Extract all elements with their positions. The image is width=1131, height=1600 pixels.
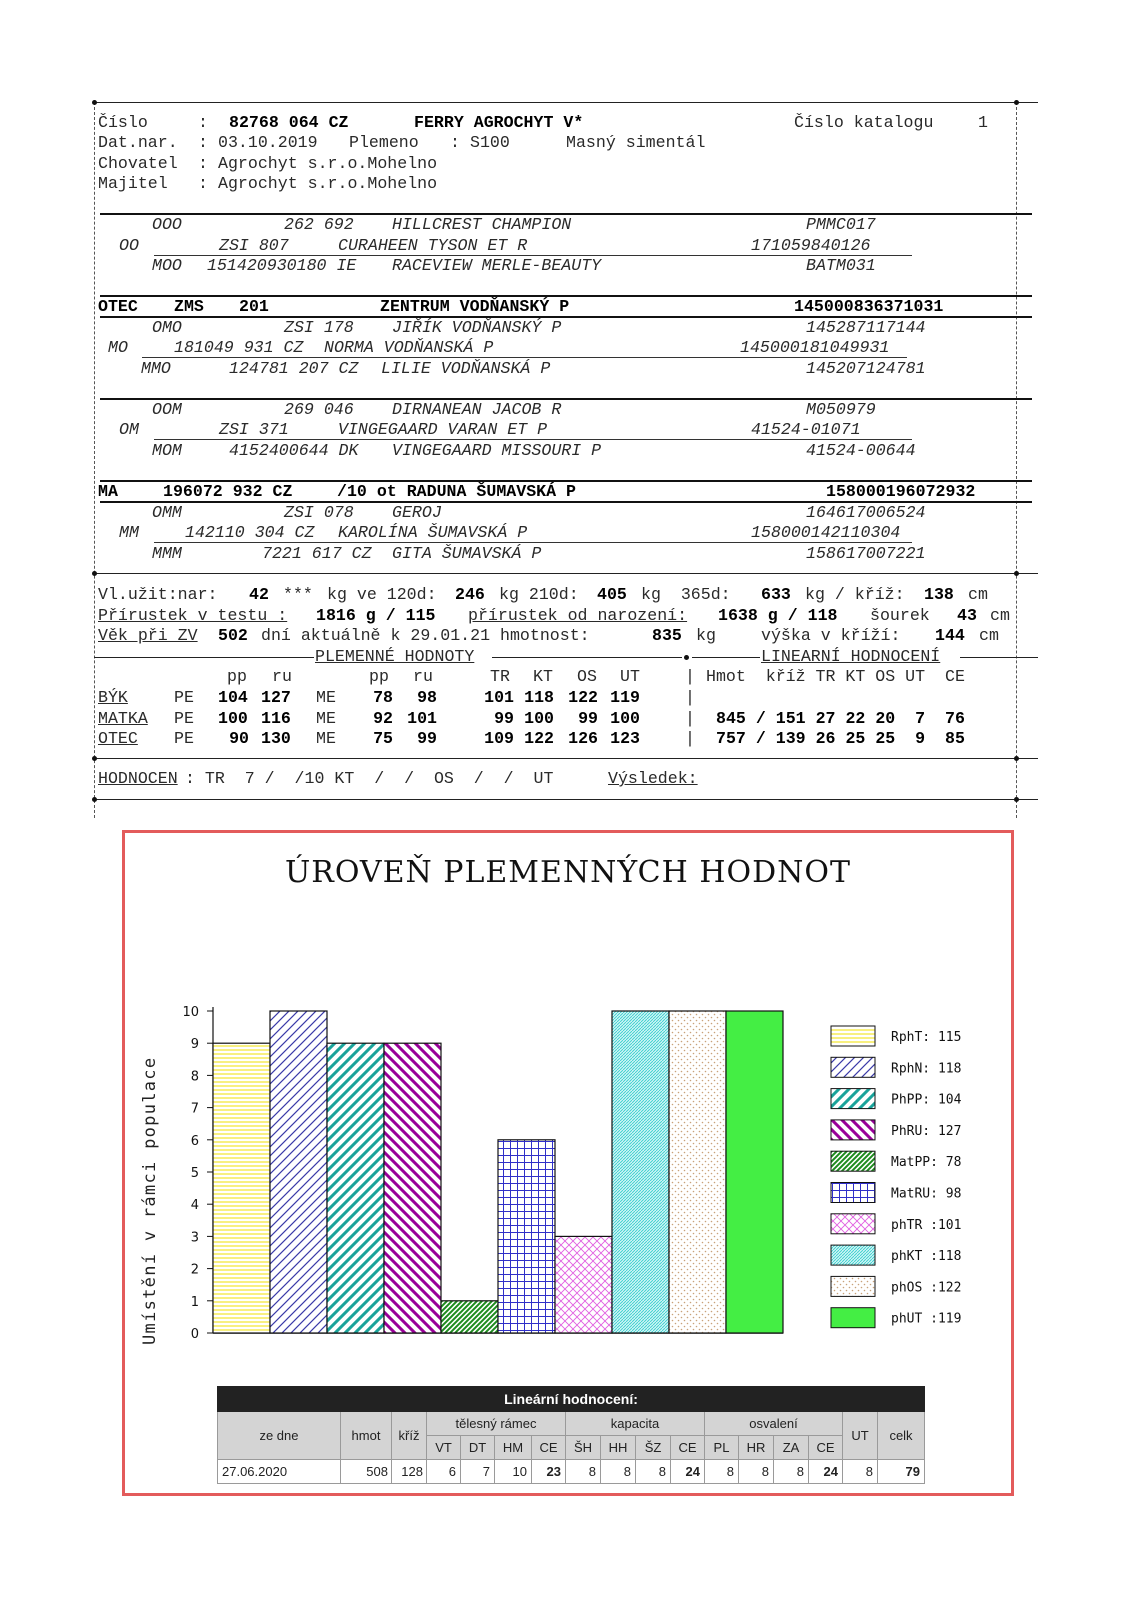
linear-cols: Hmot kříž TR KT OS UT CE <box>706 667 965 686</box>
pe: PE <box>174 709 194 728</box>
otec-code: 145000836371031 <box>794 297 944 316</box>
oom-label: OOM <box>152 400 182 419</box>
ma-label: MA <box>98 482 118 501</box>
kg-kriz-label: kg / kříž: <box>805 585 905 604</box>
oo-name: CURAHEEN TYSON ET R <box>338 236 528 255</box>
colon: : <box>198 154 208 173</box>
cell-vt: 6 <box>427 1460 461 1484</box>
underline <box>142 357 907 358</box>
cm-unit: cm <box>979 626 999 645</box>
cell-date: 27.06.2020 <box>218 1460 341 1484</box>
kt-value: 100 <box>524 709 554 728</box>
kg-unit: kg <box>696 626 716 645</box>
y-tick-label: 10 <box>182 1005 199 1020</box>
y-tick-label: 8 <box>190 1069 199 1085</box>
divider <box>492 657 682 658</box>
sub-col: PL <box>705 1436 739 1460</box>
chovatel-label: Chovatel <box>98 154 178 173</box>
catalog-label: Číslo katalogu <box>794 113 934 132</box>
colon: : <box>198 174 208 193</box>
pipe: | <box>685 688 695 707</box>
linear-evaluation-table <box>217 1386 925 1484</box>
cell-ce-kapacita: 24 <box>671 1460 705 1484</box>
datnar-value: 03.10.2019 <box>218 133 318 152</box>
omm-num: ZSI 078 <box>284 503 354 522</box>
col-os: OS <box>577 667 597 686</box>
col-kapacita: kapacita <box>566 1412 705 1436</box>
y-tick-label: 7 <box>190 1101 199 1117</box>
corner-dot <box>92 571 97 576</box>
bar <box>669 1011 726 1333</box>
y-tick-label: 1 <box>190 1294 199 1310</box>
vek-value: 502 <box>218 626 248 645</box>
col-tr: TR <box>490 667 510 686</box>
legend-swatch <box>831 1183 875 1203</box>
moo-name: RACEVIEW MERLE-BEAUTY <box>392 256 602 275</box>
prirustek-value: 1816 g / 115 <box>316 606 436 625</box>
col-pp: pp <box>227 667 247 686</box>
y-tick-label: 4 <box>190 1198 199 1214</box>
divider <box>94 799 1038 800</box>
breeding-values-chart <box>122 830 1014 1496</box>
cell-hh: 8 <box>601 1460 636 1484</box>
chovatel-value: Agrochyt s.r.o.Mohelno <box>218 154 438 173</box>
cell-hm: 10 <box>495 1460 532 1484</box>
sub-col: ŠZ <box>636 1436 671 1460</box>
underline <box>154 439 912 440</box>
sub-col: CE <box>809 1436 843 1460</box>
divider <box>94 573 1038 574</box>
legend-label: phOS :122 <box>891 1280 962 1296</box>
otec-name: ZENTRUM VODŇANSKÝ P <box>380 297 570 316</box>
cell-dt: 7 <box>461 1460 495 1484</box>
chart-title: ÚROVEŇ PLEMENNÝCH HODNOT <box>284 855 851 890</box>
bar <box>270 1011 327 1333</box>
pipe: | <box>685 729 695 748</box>
legend-swatch <box>831 1308 875 1328</box>
ooo-name: HILLCREST CHAMPION <box>392 215 572 234</box>
corner-dot <box>92 756 97 761</box>
sub-col: CE <box>532 1436 566 1460</box>
ma-code: 158000196072932 <box>826 482 976 501</box>
pp-value: 90 <box>229 729 249 748</box>
hodnocen-label: HODNOCEN <box>98 769 178 788</box>
mm-label: MM <box>119 523 139 542</box>
legend <box>831 1026 962 1328</box>
col-ze-dne: ze dne <box>218 1412 341 1460</box>
row-label-byk: BÝK <box>98 688 128 707</box>
ru2-value: 99 <box>417 729 437 748</box>
cell-kriz: 128 <box>392 1460 427 1484</box>
mo-name: NORMA VODŇANSKÁ P <box>324 338 494 357</box>
cell-pl: 8 <box>705 1460 739 1484</box>
linear-table-title: Lineární hodnocení: <box>218 1387 925 1412</box>
cell-ut: 8 <box>843 1460 878 1484</box>
row-label-matka: MATKA <box>98 709 148 728</box>
y-tick-label: 6 <box>190 1133 199 1149</box>
underline <box>154 542 912 543</box>
ma-name: /10 ot RADUNA ŠUMAVSKÁ P <box>337 482 576 501</box>
me: ME <box>316 688 336 707</box>
legend-swatch <box>831 1026 875 1046</box>
col-kriz: kříž <box>392 1412 427 1460</box>
sub-col: ŠH <box>566 1436 601 1460</box>
tr-value: 99 <box>494 709 514 728</box>
linear-values-matka: 845 / 151 27 22 20 7 76 <box>716 709 965 728</box>
d120-value: 246 <box>455 585 485 604</box>
corner-dot <box>1014 797 1019 802</box>
mm-name: KAROLÍNA ŠUMAVSKÁ P <box>338 523 528 542</box>
col-osvaleni: osvalení <box>705 1412 843 1436</box>
sub-col: DT <box>461 1436 495 1460</box>
pe: PE <box>174 729 194 748</box>
pp2-value: 75 <box>373 729 393 748</box>
hodnocen-text: : TR 7 / /10 KT / / OS / / UT <box>185 769 554 788</box>
cell-hr: 8 <box>739 1460 774 1484</box>
legend-swatch <box>831 1151 875 1171</box>
majitel-label: Majitel <box>98 174 168 193</box>
plemeno-label: Plemeno <box>349 133 419 152</box>
bars <box>213 1011 783 1333</box>
sub-col: CE <box>671 1436 705 1460</box>
stars: *** <box>283 585 313 604</box>
vl-label: Vl.užit:nar: <box>98 585 218 604</box>
od-nar-label: přírustek od narození: <box>468 606 688 625</box>
divider <box>100 398 1032 400</box>
otec-num: 201 <box>239 297 269 316</box>
legend-label: MatRU: 98 <box>891 1186 962 1202</box>
legend-swatch <box>831 1057 875 1077</box>
otec-label: OTEC <box>98 297 138 316</box>
mom-label: MOM <box>152 441 182 460</box>
legend-swatch <box>831 1089 875 1109</box>
oom-name: DIRNANEAN JACOB R <box>392 400 562 419</box>
ooo-num: 262 692 <box>284 215 354 234</box>
mm-num: 142110 304 CZ <box>185 523 315 542</box>
legend-label: PhRU: 127 <box>891 1123 962 1139</box>
divider <box>94 657 314 658</box>
moo-code: BATM031 <box>806 256 876 275</box>
divider <box>692 657 760 658</box>
oom-code: M050979 <box>806 400 876 419</box>
sub-col: HR <box>739 1436 774 1460</box>
oo-num: ZSI 807 <box>219 236 289 255</box>
pipe: | <box>685 667 695 686</box>
ooo-label: OOO <box>152 215 182 234</box>
bull-record-card <box>94 99 1038 821</box>
linearni-hodnoceni-title: LINEARNÍ HODNOCENÍ <box>761 647 941 666</box>
bar <box>441 1301 498 1333</box>
ma-num: 196072 932 CZ <box>163 482 293 501</box>
mmo-name: LILIE VODŇANSKÁ P <box>381 359 551 378</box>
cislo-label: Číslo <box>98 113 148 132</box>
pipe: | <box>685 709 695 728</box>
me: ME <box>316 729 336 748</box>
plemeno-code: S100 <box>470 133 510 152</box>
mmm-name: GITA ŠUMAVSKÁ P <box>392 544 542 563</box>
kg-365-label: kg 365d: <box>641 585 731 604</box>
hmotnost-value: 835 <box>652 626 682 645</box>
legend-label: phUT :119 <box>891 1311 962 1327</box>
mmm-num: 7221 617 CZ <box>262 544 372 563</box>
ru-value: 130 <box>261 729 291 748</box>
row-label-otec: OTEC <box>98 729 138 748</box>
sub-col: ZA <box>774 1436 809 1460</box>
pe: PE <box>174 688 194 707</box>
dni-akt-label: dní aktuálně k 29.01.21 hmotnost: <box>261 626 590 645</box>
cell-ce-osvaleni: 24 <box>809 1460 843 1484</box>
catalog-value: 1 <box>978 113 988 132</box>
mmo-label: MMO <box>141 359 171 378</box>
pp-value: 100 <box>218 709 248 728</box>
colon: : <box>450 133 460 152</box>
mm-code: 158000142110304 <box>751 523 901 542</box>
col-ru2: ru <box>413 667 433 686</box>
os-value: 99 <box>578 709 598 728</box>
vyska-value: 144 <box>935 626 965 645</box>
os-value: 122 <box>568 688 598 707</box>
col-pp2: pp <box>369 667 389 686</box>
bar <box>726 1011 783 1333</box>
colon: : <box>198 133 208 152</box>
oom-num: 269 046 <box>284 400 354 419</box>
legend-swatch <box>831 1120 875 1140</box>
mom-code: 41524-00644 <box>806 441 916 460</box>
bar-chart <box>125 833 1011 1373</box>
card-right-border <box>1016 102 1017 818</box>
datnar-label: Dat.nar. <box>98 133 178 152</box>
corner-dot <box>92 100 97 105</box>
mmo-code: 145207124781 <box>806 359 926 378</box>
vysledek-label: Výsledek: <box>608 769 698 788</box>
ut-value: 119 <box>610 688 640 707</box>
omm-label: OMM <box>152 503 182 522</box>
cell-hmot: 508 <box>341 1460 392 1484</box>
sourek-value: 43 <box>957 606 977 625</box>
bar <box>612 1011 669 1333</box>
legend-label: RphT: 115 <box>891 1030 962 1045</box>
bar <box>498 1140 555 1333</box>
cm-unit: cm <box>990 606 1010 625</box>
os-value: 126 <box>568 729 598 748</box>
bar <box>384 1043 441 1333</box>
kg-ve-label: kg ve 120d: <box>327 585 437 604</box>
ru2-value: 101 <box>407 709 437 728</box>
kriz-value: 138 <box>924 585 954 604</box>
divider <box>94 102 1038 103</box>
bar <box>327 1043 384 1333</box>
ru-value: 127 <box>261 688 291 707</box>
corner-dot <box>92 797 97 802</box>
linear-values-otec: 757 / 139 26 25 25 9 85 <box>716 729 965 748</box>
corner-dot <box>1014 756 1019 761</box>
col-celk: celk <box>878 1412 925 1460</box>
om-name: VINGEGAARD VARAN ET P <box>338 420 548 439</box>
legend-label: PhPP: 104 <box>891 1092 962 1108</box>
cell-sz: 8 <box>636 1460 671 1484</box>
moo-label: MOO <box>152 256 182 275</box>
plemenne-hodnoty-title: PLEMENNÉ HODNOTY <box>315 647 475 666</box>
bar <box>555 1236 612 1333</box>
cm-unit: cm <box>968 585 988 604</box>
omo-num: ZSI 178 <box>284 318 354 337</box>
om-code: 41524-01071 <box>751 420 861 439</box>
legend-label: phKT :118 <box>891 1249 962 1265</box>
pp2-value: 78 <box>373 688 393 707</box>
oo-label: OO <box>119 236 139 255</box>
divider <box>94 758 1038 759</box>
cell-sh: 8 <box>566 1460 601 1484</box>
majitel-value: Agrochyt s.r.o.Mohelno <box>218 174 438 193</box>
ru-value: 116 <box>261 709 291 728</box>
col-hmot: hmot <box>341 1412 392 1460</box>
tr-value: 101 <box>484 688 514 707</box>
od-nar-value: 1638 g / 118 <box>718 606 838 625</box>
y-tick-label: 5 <box>190 1166 199 1181</box>
om-label: OM <box>119 420 139 439</box>
animal-name: FERRY AGROCHYT V* <box>414 113 584 132</box>
nar-value: 42 <box>249 585 269 604</box>
y-tick-label: 9 <box>190 1037 199 1053</box>
legend-swatch <box>831 1276 875 1296</box>
legend-label: RphN: 118 <box>891 1061 962 1077</box>
y-tick-label: 0 <box>190 1327 199 1342</box>
corner-dot <box>1014 100 1019 105</box>
kt-value: 122 <box>524 729 554 748</box>
omm-name: GEROJ <box>392 503 442 522</box>
mom-num: 4152400644 DK <box>229 441 359 460</box>
tr-value: 109 <box>484 729 514 748</box>
vek-label: Věk při ZV <box>98 626 198 645</box>
ut-value: 123 <box>610 729 640 748</box>
vyska-label: výška v kříží: <box>761 626 901 645</box>
omo-name: JIŘÍK VODŇANSKÝ P <box>392 318 562 337</box>
moo-num: 151420930180 IE <box>207 256 357 275</box>
corner-dot <box>1014 571 1019 576</box>
mmm-label: MMM <box>152 544 182 563</box>
kt-value: 118 <box>524 688 554 707</box>
col-telesny-ramec: tělesný rámec <box>427 1412 566 1436</box>
mo-num: 181049 931 CZ <box>174 338 304 357</box>
cell-celk: 79 <box>878 1460 925 1484</box>
ooo-code: PMMC017 <box>806 215 876 234</box>
sub-col: VT <box>427 1436 461 1460</box>
legend-label: phTR :101 <box>891 1217 962 1233</box>
card-left-border <box>94 102 95 818</box>
d365-value: 633 <box>761 585 791 604</box>
sub-col: HH <box>601 1436 636 1460</box>
mmo-num: 124781 207 CZ <box>229 359 359 378</box>
y-tick-label: 2 <box>190 1262 199 1278</box>
bar <box>213 1043 270 1333</box>
mo-code: 145000181049931 <box>740 338 890 357</box>
sub-col: HM <box>495 1436 532 1460</box>
col-ut: UT <box>843 1412 878 1460</box>
mmm-code: 158617007221 <box>806 544 926 563</box>
corner-dot <box>684 655 689 660</box>
cell-za: 8 <box>774 1460 809 1484</box>
divider <box>960 657 1038 658</box>
prirustek-label: Přírustek v testu : <box>98 606 288 625</box>
colon: : <box>198 113 208 132</box>
oo-code: 171059840126 <box>751 236 871 255</box>
omo-code: 145287117144 <box>806 318 926 337</box>
omm-code: 164617006524 <box>806 503 926 522</box>
sourek-label: šourek <box>870 606 930 625</box>
mom-name: VINGEGAARD MISSOURI P <box>392 441 602 460</box>
cislo-value: 82768 064 CZ <box>229 113 349 132</box>
legend-swatch <box>831 1214 875 1234</box>
pp2-value: 92 <box>373 709 393 728</box>
col-kt: KT <box>533 667 553 686</box>
ut-value: 100 <box>610 709 640 728</box>
mo-label: MO <box>108 338 128 357</box>
pp-value: 104 <box>218 688 248 707</box>
d210-value: 405 <box>597 585 627 604</box>
otec-reg: ZMS <box>174 297 204 316</box>
col-ru: ru <box>272 667 292 686</box>
y-tick-label: 3 <box>190 1230 199 1246</box>
me: ME <box>316 709 336 728</box>
cell-ce-ramec: 23 <box>532 1460 566 1484</box>
om-num: ZSI 371 <box>219 420 289 439</box>
y-axis-label: Umístění v rámci populace <box>140 1056 160 1345</box>
kg-210-label: kg 210d: <box>499 585 579 604</box>
omo-label: OMO <box>152 318 182 337</box>
plemeno-name: Masný simentál <box>566 133 706 152</box>
legend-label: MatPP: 78 <box>891 1155 962 1171</box>
col-ut: UT <box>620 667 640 686</box>
ru2-value: 98 <box>417 688 437 707</box>
legend-swatch <box>831 1245 875 1265</box>
